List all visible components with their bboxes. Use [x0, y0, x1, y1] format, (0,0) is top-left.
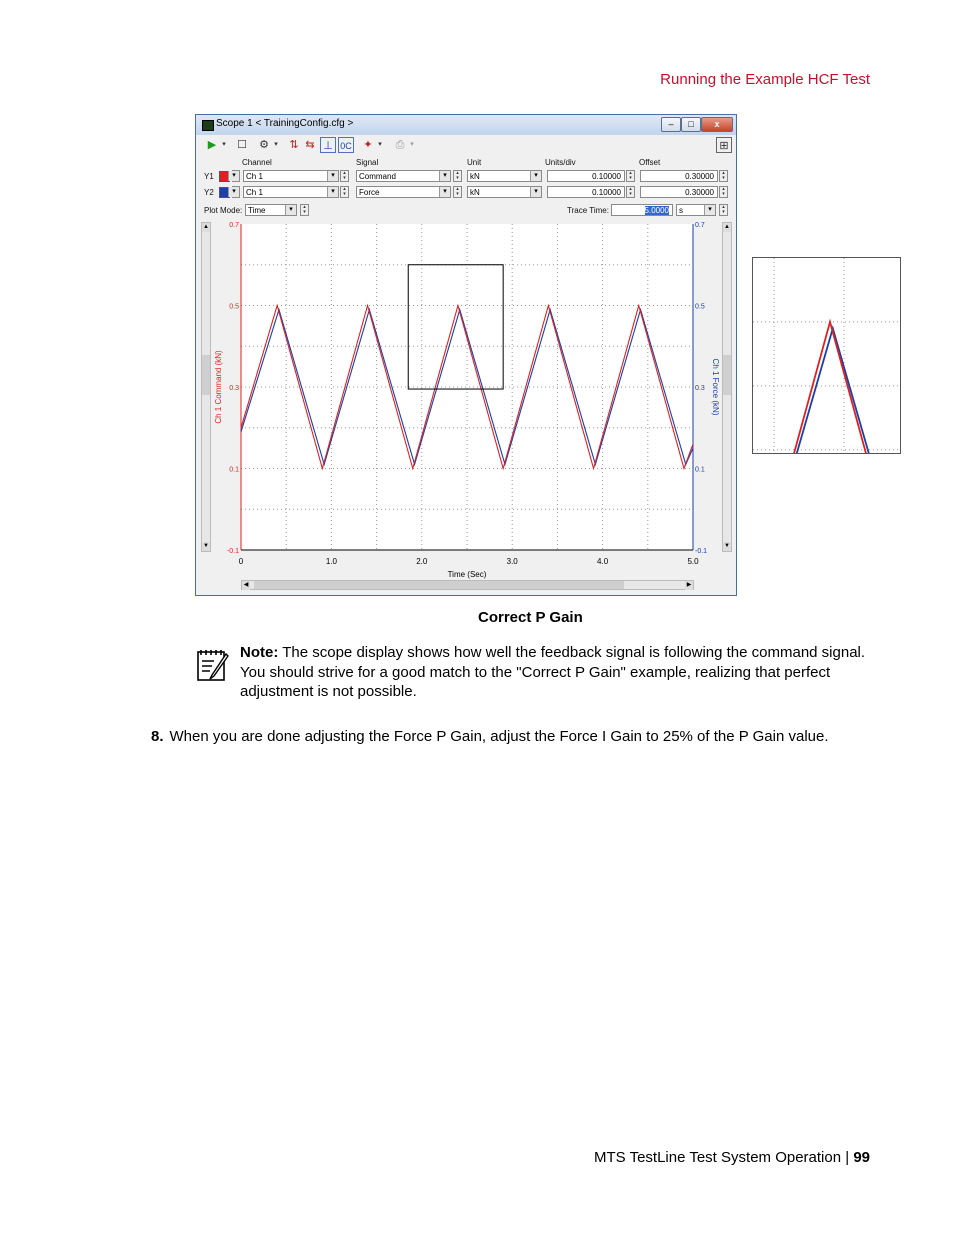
series-line-force — [241, 310, 693, 465]
chart-options-icon[interactable]: ⊞ — [716, 137, 732, 153]
zoom-inset — [752, 257, 901, 454]
title-bar — [196, 115, 736, 135]
col-unit: Unit — [467, 158, 482, 167]
plot-mode-label: Plot Mode: — [204, 206, 243, 215]
chevron-down-icon: ▾ — [327, 187, 338, 197]
plot-mode-select[interactable] — [245, 204, 297, 216]
y1-channel-select[interactable] — [243, 170, 339, 182]
scroll-thumb[interactable] — [723, 355, 731, 395]
scroll-up-icon[interactable]: ▲ — [724, 224, 730, 230]
properties-icon[interactable]: ⚙ — [259, 139, 269, 151]
page-number: 99 — [853, 1149, 870, 1166]
scroll-left-icon[interactable]: ◀ — [243, 582, 249, 588]
chevron-down-icon: ▾ — [228, 187, 239, 197]
y1-offset-spinner[interactable]: ▴ ▾ — [719, 170, 728, 182]
x-tick-label: 5.0 — [687, 557, 699, 566]
autoscale-x-icon[interactable]: ⇆ — [305, 139, 315, 151]
step-number: 8. — [151, 728, 164, 745]
y2-offset-spinner[interactable]: ▴ ▾ — [719, 186, 728, 198]
y2-channel-value: Ch 1 — [246, 188, 263, 197]
inset-series-command — [753, 322, 900, 453]
oc-icon[interactable]: 0C — [338, 137, 354, 153]
plot-mode-value: Time — [248, 206, 266, 215]
marker-icon[interactable]: ✦ — [363, 139, 373, 151]
minimize-button[interactable]: – — [661, 117, 681, 132]
x-tick-label: 0 — [238, 557, 244, 566]
y2-signal-value: Force — [359, 188, 380, 197]
trace-time-label: Trace Time: — [567, 206, 609, 215]
note-text: The scope display shows how well the feedback signal is following the command signal. You should strive for a good match to the "Correct P Gain" example, realizing that perfect adjustment is not possible. — [240, 644, 866, 700]
maximize-button[interactable]: □ — [681, 117, 701, 132]
run-dropdown-icon[interactable]: ▾ — [222, 141, 226, 148]
y2-tick-label: 0.5 — [695, 303, 705, 311]
col-units-div: Units/div — [545, 158, 576, 167]
col-signal: Signal — [356, 158, 379, 167]
scope-toolbar — [200, 137, 732, 155]
y1-units-div-spinner[interactable]: ▴ ▾ — [626, 170, 635, 182]
note-icon — [196, 646, 232, 682]
y1-signal-value: Command — [359, 172, 396, 181]
y1-label: Y1 — [204, 172, 214, 181]
scope-window — [195, 114, 737, 596]
trace-time-unit-select[interactable] — [676, 204, 716, 216]
y-tick-label: 0.1 — [229, 466, 239, 474]
zoom-box — [408, 265, 503, 389]
print-icon: ⎙ — [395, 139, 405, 151]
scroll-thumb[interactable] — [254, 581, 624, 589]
y2-channel-spinner[interactable]: ▴ ▾ — [340, 186, 349, 198]
y2-units-div-field[interactable]: 0.10000 — [547, 186, 625, 198]
scope-app-icon — [202, 120, 214, 131]
y-tick-label: 0.7 — [229, 222, 239, 229]
chevron-down-icon: ▾ — [530, 187, 541, 197]
plot-mode-spinner[interactable]: ▴ ▾ — [300, 204, 309, 216]
y1-channel-spinner[interactable]: ▴ ▾ — [340, 170, 349, 182]
window-title: Scope 1 < TrainingConfig.cfg > — [216, 118, 354, 129]
scroll-down-icon[interactable]: ▼ — [203, 543, 209, 549]
step-text: When you are done adjusting the Force P Gain, adjust the Force I Gain to 25% of the P Gain value. — [169, 728, 829, 745]
y2-offset-field[interactable]: 0.30000 — [640, 186, 718, 198]
y2-channel-select[interactable] — [243, 186, 339, 198]
y1-unit-select[interactable] — [467, 170, 542, 182]
y1-color-dropdown[interactable] — [232, 170, 240, 182]
y2-tick-label: -0.1 — [695, 548, 708, 555]
trigger-icon[interactable]: ⊥ — [320, 137, 336, 153]
y2-tick-label: 0.3 — [695, 385, 705, 392]
y2-axis-label: Ch 1 Force (kN) — [711, 358, 720, 416]
y2-unit-value: kN — [470, 188, 480, 197]
trace-time-value: 5.0000 — [644, 206, 669, 215]
plot-area — [241, 224, 693, 550]
y2-tick-label: 0.1 — [695, 466, 705, 474]
inset-series-force — [753, 328, 900, 453]
x-tick-label: 2.0 — [416, 557, 428, 566]
x-tick-label: 3.0 — [506, 557, 518, 566]
trace-time-field[interactable] — [611, 204, 673, 216]
chevron-down-icon: ▾ — [228, 171, 239, 181]
page-header: Running the Example HCF Test — [660, 71, 870, 88]
trace-time-unit-value: s — [679, 206, 683, 215]
marker-dropdown-icon[interactable]: ▾ — [378, 141, 382, 148]
stop-icon[interactable]: ☐ — [237, 139, 247, 151]
scroll-down-icon[interactable]: ▼ — [724, 543, 730, 549]
chevron-down-icon: ▾ — [327, 171, 338, 181]
run-icon[interactable]: ▶ — [207, 139, 217, 151]
y1-offset-field[interactable]: 0.30000 — [640, 170, 718, 182]
y-axis-label: Ch 1 Command (kN) — [214, 350, 223, 424]
figure-caption: Correct P Gain — [478, 609, 583, 626]
page-footer — [594, 1149, 870, 1166]
print-dropdown-icon: ▾ — [410, 141, 414, 148]
note-paragraph — [240, 643, 880, 702]
y2-signal-spinner[interactable]: ▴ ▾ — [453, 186, 462, 198]
col-offset: Offset — [639, 158, 661, 167]
y-tick-label: 0.3 — [229, 385, 239, 392]
y2-unit-select[interactable] — [467, 186, 542, 198]
x-tick-label: 4.0 — [597, 557, 609, 566]
y1-units-div-field[interactable]: 0.10000 — [547, 170, 625, 182]
x-tick-label: 1.0 — [325, 557, 337, 566]
y-tick-label: -0.1 — [226, 548, 239, 555]
right-vertical-scrollbar[interactable] — [722, 222, 732, 552]
left-vertical-scrollbar[interactable] — [201, 222, 211, 552]
note-label: Note: — [240, 644, 279, 661]
y1-signal-spinner[interactable]: ▴ ▾ — [453, 170, 462, 182]
y2-tick-label: 0.7 — [695, 222, 705, 229]
step-8 — [151, 727, 911, 746]
col-channel: Channel — [242, 158, 272, 167]
properties-dropdown-icon[interactable]: ▾ — [274, 141, 278, 148]
scroll-right-icon[interactable]: ▶ — [686, 582, 692, 588]
x-axis-label: Time (Sec) — [447, 570, 487, 579]
chevron-down-icon: ▾ — [439, 171, 450, 181]
y2-color-dropdown[interactable] — [232, 186, 240, 198]
autoscale-y-icon[interactable]: ⇅ — [289, 139, 299, 151]
y2-label: Y2 — [204, 188, 214, 197]
close-button[interactable]: x — [701, 117, 733, 132]
y1-channel-value: Ch 1 — [246, 172, 263, 181]
scroll-thumb[interactable] — [202, 355, 210, 395]
y1-unit-value: kN — [470, 172, 480, 181]
y2-signal-select[interactable] — [356, 186, 451, 198]
scroll-up-icon[interactable]: ▲ — [203, 224, 209, 230]
y-tick-label: 0.5 — [229, 303, 239, 311]
zoom-inset-chart — [753, 258, 900, 453]
footer-text: MTS TestLine Test System Operation | — [594, 1149, 854, 1166]
chevron-down-icon: ▾ — [439, 187, 450, 197]
y2-units-div-spinner[interactable]: ▴ ▾ — [626, 186, 635, 198]
chevron-down-icon: ▾ — [285, 205, 296, 215]
y1-signal-select[interactable] — [356, 170, 451, 182]
horizontal-scrollbar[interactable] — [241, 580, 694, 590]
chevron-down-icon: ▾ — [530, 171, 541, 181]
trace-time-spinner[interactable]: ▴ ▾ — [719, 204, 728, 216]
series-line-command — [241, 306, 693, 469]
chevron-down-icon: ▾ — [704, 205, 715, 215]
